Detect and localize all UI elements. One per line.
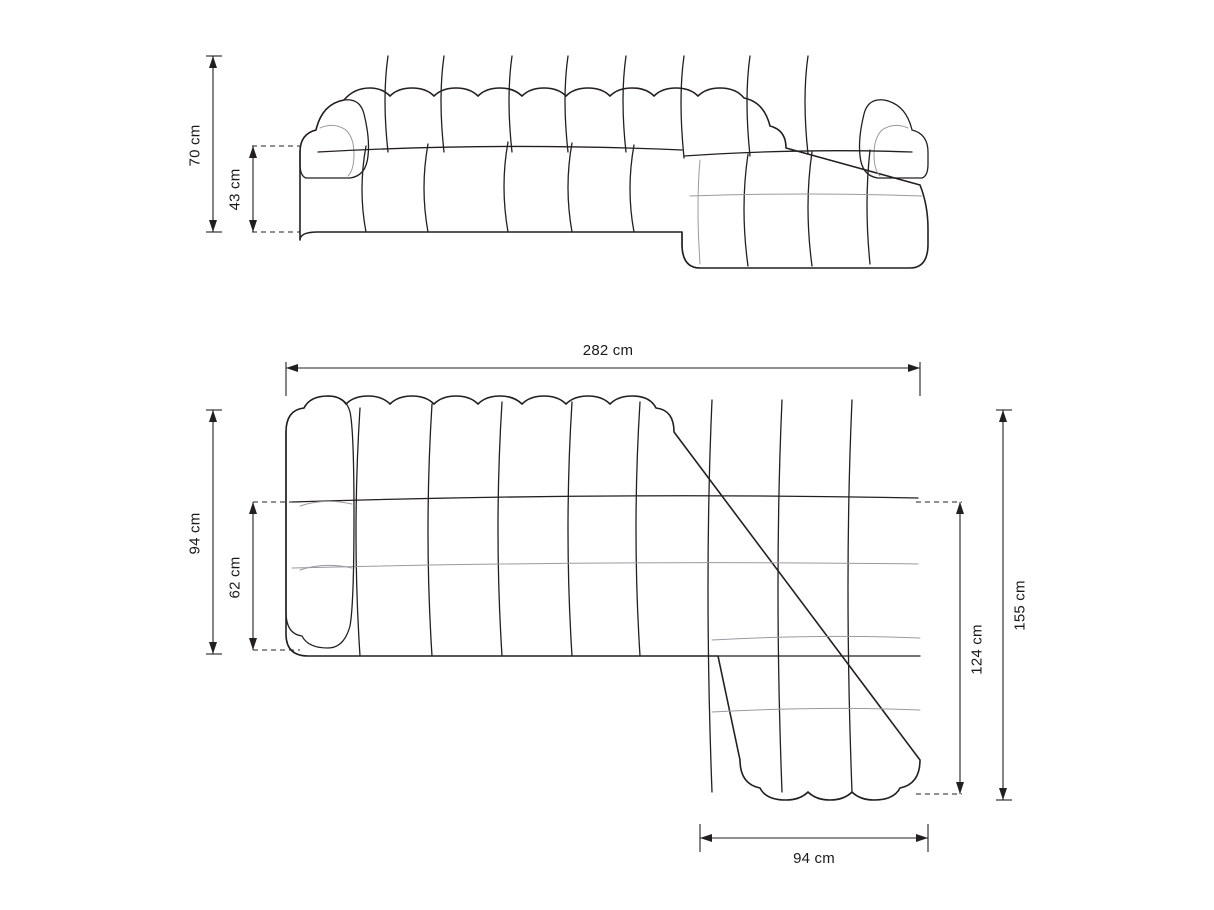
dim-label-plan-width: 282 cm [582, 342, 634, 359]
dim-label-plan-depth-right: 155 cm [1011, 580, 1029, 631]
front-elevation-view [205, 56, 928, 268]
dim-label-plan-chaise-width: 94 cm [793, 850, 835, 867]
dim-label-front-seat-height: 43 cm [226, 168, 244, 211]
top-plan-view [206, 362, 1012, 852]
dim-label-plan-depth-left: 94 cm [186, 512, 204, 555]
dim-label-plan-inner-depth-right: 124 cm [968, 624, 986, 675]
dim-label-plan-seat-depth-left: 62 cm [226, 556, 244, 599]
dim-label-front-total-height: 70 cm [186, 124, 204, 167]
